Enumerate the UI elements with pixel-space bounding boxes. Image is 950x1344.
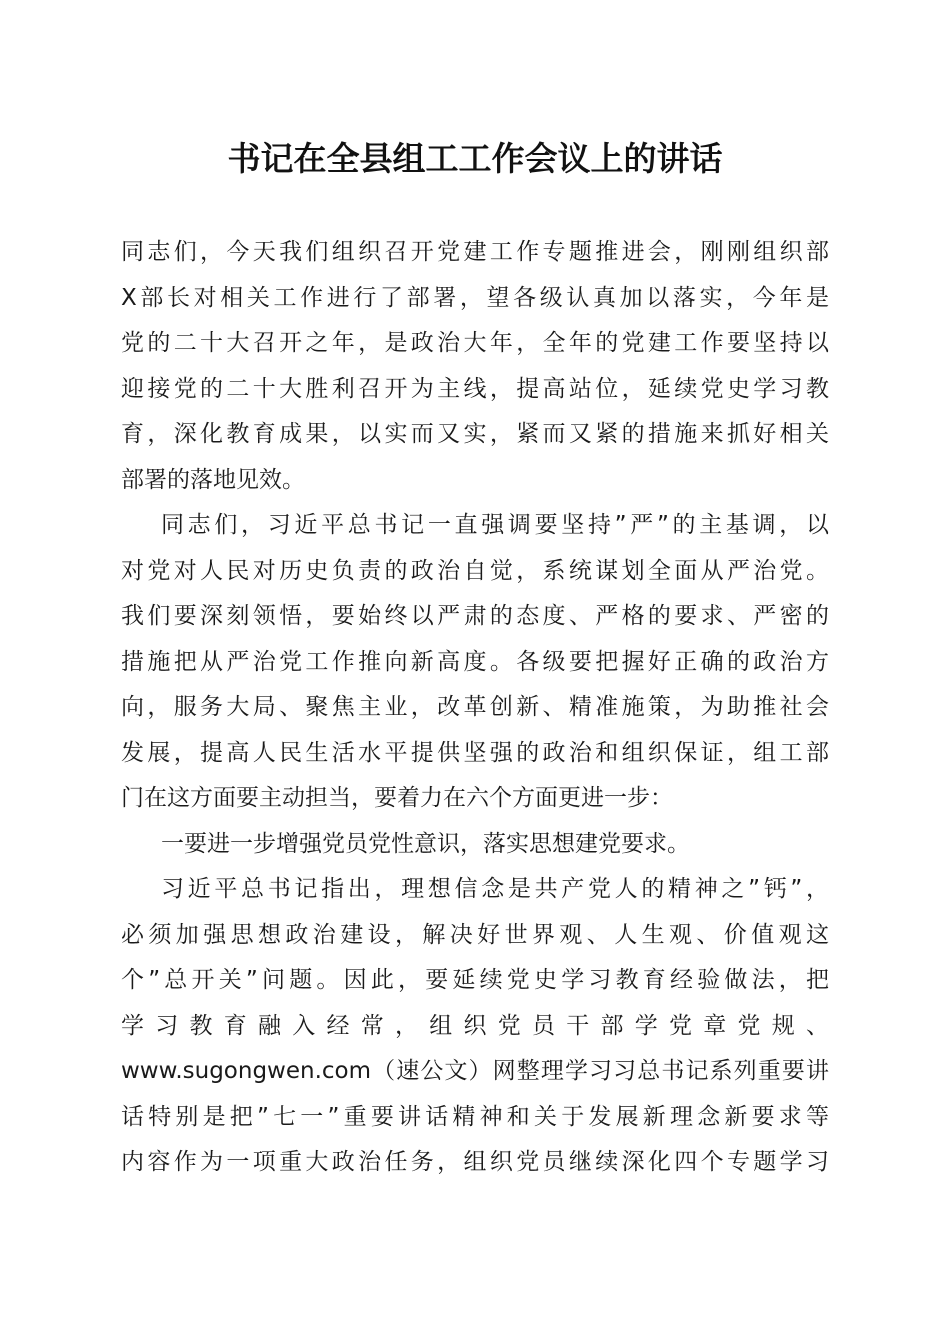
- paragraph-line: 向，服务大局、聚焦主业，改革创新、精准施策，为助推社会: [121, 694, 829, 720]
- paragraph-line: X部长对相关工作进行了部署，望各级认真加以落实，今年是: [121, 284, 829, 311]
- paragraph-4: [121, 867, 829, 1186]
- paragraph-line: 对党对人民对历史负责的政治自觉，系统谋划全面从严治党。: [121, 557, 829, 584]
- paragraph-line: 我们要深刻领悟，要始终以严肃的态度、严格的要求、严密的: [121, 603, 829, 629]
- paragraph-line: 内容作为一项重大政治任务，组织党员继续深化四个专题学习: [121, 1149, 829, 1175]
- paragraph-line: 个”总开关”问题。因此，要延续党史学习教育经验做法，把: [121, 967, 829, 993]
- paragraph-line: 话特别是把”七一”重要讲话精神和关于发展新理念新要求等: [121, 1103, 829, 1130]
- page-title: 书记在全县组工工作会议上的讲话: [227, 139, 723, 178]
- paragraph-line: www.sugongwen.com（速公文）网整理学习习总书记系列重要讲: [121, 1058, 829, 1084]
- paragraph-line: 迎接党的二十大胜利召开为主线，提高站位，延续党史学习教: [121, 375, 829, 402]
- paragraph-line: 门在这方面要主动担当，要着力在六个方面更进一步：: [121, 785, 673, 811]
- paragraph-line: 党的二十大召开之年，是政治大年，全年的党建工作要坚持以: [121, 330, 829, 356]
- paragraph-line: 发展，提高人民生活水平提供坚强的政治和组织保证，组工部: [121, 739, 829, 766]
- paragraph-line: 措施把从严治党工作推向新高度。各级要把握好正确的政治方: [121, 648, 829, 675]
- paragraph-line: 习近平总书记指出，理想信念是共产党人的精神之”钙”，: [161, 876, 829, 902]
- paragraph-1: [121, 230, 829, 503]
- paragraph-line: 同志们，今天我们组织召开党建工作专题推进会，刚刚组织部: [121, 239, 829, 265]
- paragraph-line: 部署的落地见效。: [121, 466, 305, 493]
- paragraph-line: 学习教育融入经常，组织党员干部学党章党规、: [121, 1012, 829, 1039]
- paragraph-line: 一要进一步增强党员党性意识，落实思想建党要求。: [161, 830, 690, 857]
- paragraph-2: [121, 503, 829, 822]
- paragraph-3: [121, 822, 829, 868]
- paragraph-line: 育，深化教育成果，以实而又实，紧而又紧的措施来抓好相关: [121, 421, 829, 447]
- paragraph-line: 同志们，习近平总书记一直强调要坚持”严”的主基调，以: [161, 512, 829, 538]
- document-body: [121, 230, 829, 1186]
- paragraph-line: 必须加强思想政治建设，解决好世界观、人生观、价值观这: [121, 921, 829, 948]
